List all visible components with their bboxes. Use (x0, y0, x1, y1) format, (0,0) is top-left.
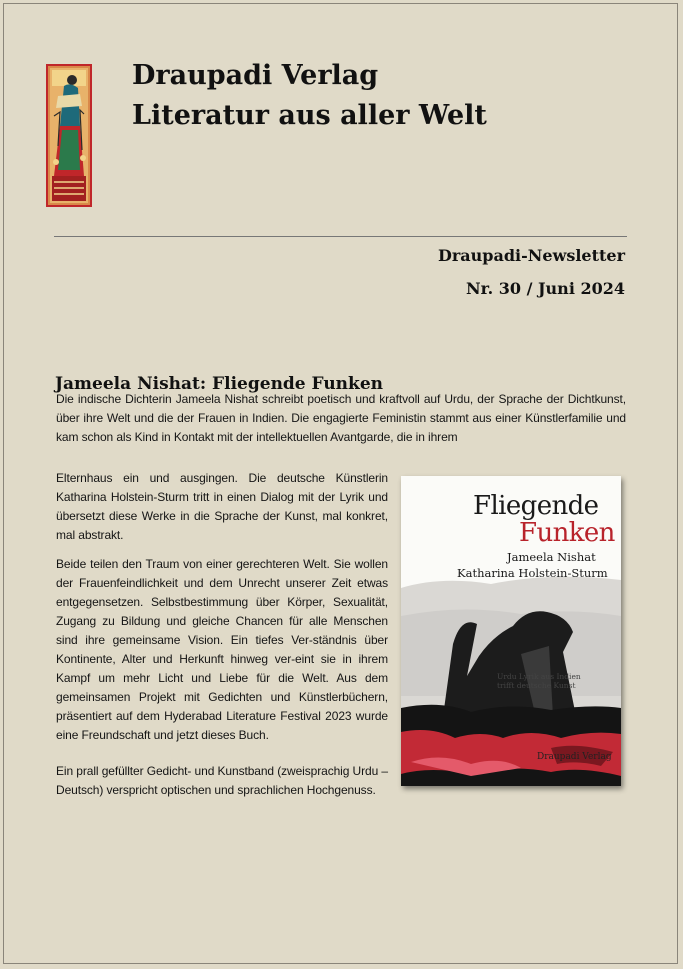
cover-publisher: Draupadi Verlag (537, 752, 612, 762)
cover-author-2: Katharina Holstein-Sturm (457, 566, 608, 580)
article-paragraph-1: Die indische Dichterin Jameela Nishat schreibt poetisch und kraftvoll auf Urdu, der Sprache der Dichtkunst, über ihre Welt und die der Frauen in Indien. Die engagierte Feministin stammt aus einer Künstlerfamilie und kam schon als Kind in Kontakt mit der intellektuellen Avantgarde, die in ihrem (56, 392, 626, 444)
article-title: Jameela Nishat: Fliegende Funken (55, 374, 383, 394)
article-paragraph-1-continued: Elternhaus ein und ausgingen. Die deutsche Künstlerin Katharina Holstein-Sturm tritt in einen Dialog mit der Lyrik und übersetzt diese Werke in die Sprache der Kunst, mal konkret, mal abstrakt. (56, 471, 388, 542)
madhubani-figure-illustration (48, 66, 90, 205)
article-paragraph-3: Ein prall gefüllter Gedicht- und Kunstband (zweisprachig Urdu – Deutsch) verspricht optischen und sprachlichen Hochgenuss. (56, 764, 388, 797)
cover-title-line-1: Fliegende (473, 491, 599, 521)
publisher-tagline: Literatur aus aller Welt (132, 100, 487, 131)
newsletter-issue: Nr. 30 / Juni 2024 (466, 279, 625, 298)
article-paragraph-2: Beide teilen den Traum von einer gerechteren Welt. Sie wollen der Frauenfeindlichkeit und dem Unrecht unserer Zeit etwas entgegensetzen. Selbstbestimmung über Körper, Sexualität, Zugang zu Bildung und gleiche Chancen für alle Menschen sind ihre gemeinsame Vision. Ein tiefes Ver-ständnis über Kontinente, Alter und Herkunft hinweg ver-eint sie in ihrem Kampf um mehr Licht und Liebe für die Welt. Aus dem gemeinsamen Projekt mit Gedichten und Künstlerbüchern, präsentiert auf dem Hyderabad Literature Festival 2023 wurde eine Freundschaft und jetzt dieses Buch. (56, 557, 388, 742)
cover-author-1: Jameela Nishat (507, 550, 596, 564)
cover-title-line-2: Funken (519, 518, 615, 548)
publisher-name: Draupadi Verlag (132, 60, 379, 91)
header-divider (54, 236, 627, 237)
publisher-logo (46, 64, 92, 207)
newsletter-name: Draupadi-Newsletter (438, 246, 625, 265)
cover-subtitle: Urdu Lyrik aus Indien trifft deutsche Kunst (497, 672, 581, 690)
book-cover (401, 476, 621, 786)
